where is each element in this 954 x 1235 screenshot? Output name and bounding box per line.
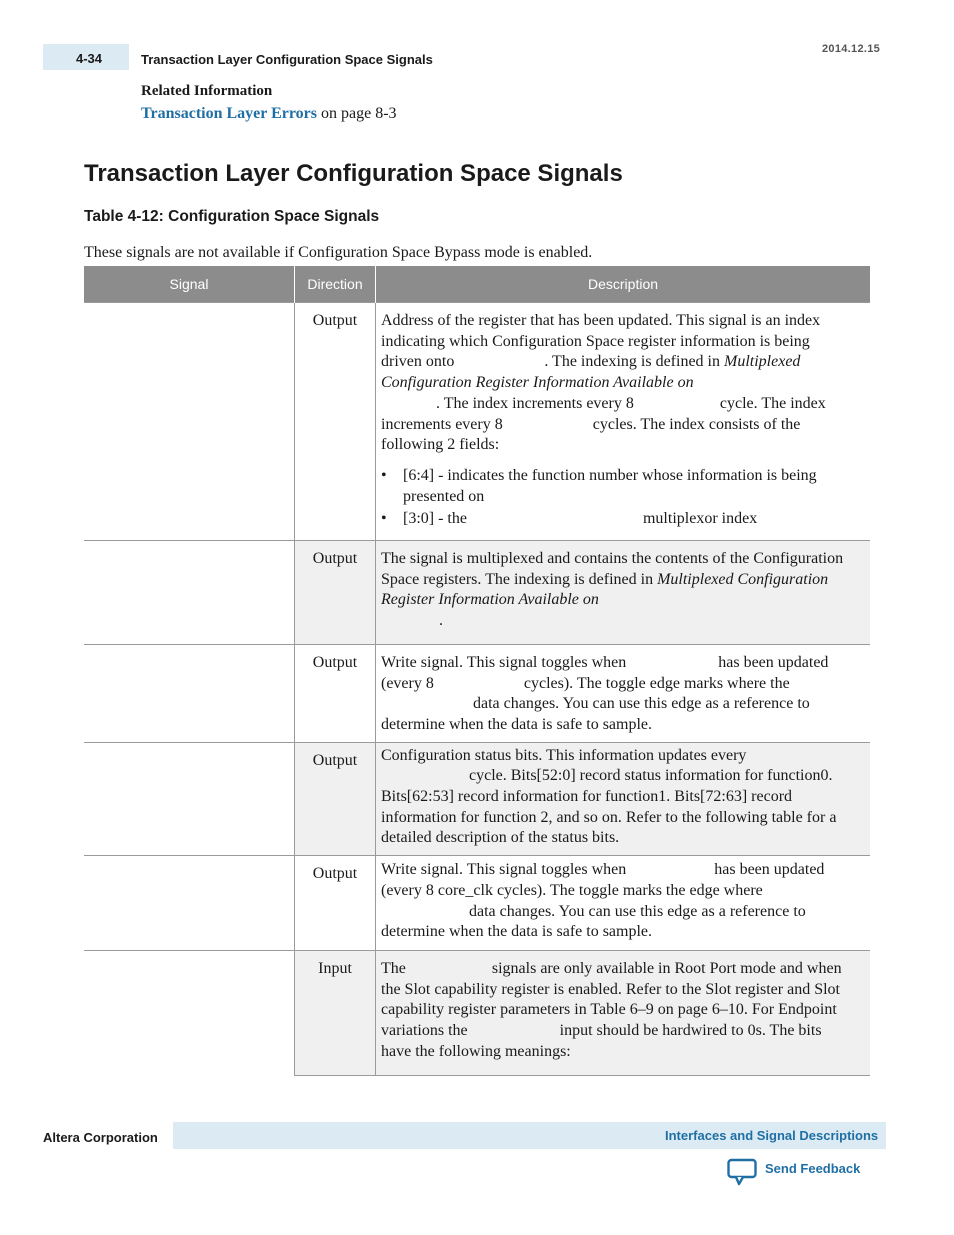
description-cell: The signal is multiplexed and contains the contents of the Configuration Space registers. The indexing is defined in Multiplexed Configuration Register Information Available on . xyxy=(376,541,871,645)
revision-date: 2014.12.15 xyxy=(822,43,881,55)
direction-cell: Output xyxy=(295,541,376,645)
signal-cell xyxy=(84,303,295,541)
signal-cell xyxy=(84,856,295,951)
direction-cell: Output xyxy=(295,856,376,951)
list-item: • [6:4] - indicates the function number whose information is being presented on xyxy=(381,466,817,505)
description-cell: Write signal. This signal toggles when has been updated (every 8 core_clk cycles). The toggle marks the edge wheredata changes. You can use this edge as a reference to determine when the data is safe to sample. xyxy=(376,856,871,951)
table-row xyxy=(84,541,870,645)
related-link-suffix: on page 8-3 xyxy=(316,105,397,122)
feedback-icon[interactable] xyxy=(727,1158,757,1191)
direction-cell: Output xyxy=(295,303,376,541)
direction-cell: Output xyxy=(295,742,376,856)
column-header-description: Description xyxy=(376,266,871,303)
table-row xyxy=(84,644,870,742)
list-item: • [3:0] - the multiplexor index xyxy=(381,510,758,528)
footer-chapter-link[interactable]: Interfaces and Signal Descriptions xyxy=(665,1128,879,1143)
send-feedback-link[interactable]: Send Feedback xyxy=(765,1161,861,1176)
description-cell: The signals are only available in Root Port mode and when the Slot capability register is enabled. Refer to the Slot register and Slot capability register parameters in Table 6–9 on page 6–10. For Endpoint variations the input should be hardwired to 0s. The bits have the following meanings: xyxy=(376,950,871,1075)
description-cell: Address of the register that has been updated. This signal is an index indicating which Configuration Space register information is being driven onto . The indexing is defined in Multiplexed Configuration Register Information Available on . The index increments every 8 cycle. The index increments every 8 cycles. The index consists of the following 2 fields: • [6:4] - indicates the function number whose information is being presented on • [3:0] - the multiplexor index xyxy=(376,303,871,541)
table-intro: These signals are not available if Configuration Space Bypass mode is enabled. xyxy=(84,244,593,261)
column-header-direction: Direction xyxy=(295,266,376,303)
table-row xyxy=(84,303,870,541)
signal-cell xyxy=(84,644,295,742)
table-row xyxy=(84,856,870,951)
signal-cell xyxy=(84,742,295,856)
column-header-signal: Signal xyxy=(84,266,295,303)
section-title: Transaction Layer Configuration Space Signals xyxy=(84,160,623,187)
footer-company: Altera Corporation xyxy=(43,1130,158,1145)
field-list xyxy=(381,466,850,530)
page-number: 4-34 xyxy=(76,51,103,66)
transaction-layer-errors-link[interactable]: Transaction Layer Errors xyxy=(141,105,317,122)
table-row xyxy=(84,742,870,856)
related-information-heading: Related Information xyxy=(141,83,273,99)
signal-cell xyxy=(84,950,295,1075)
running-title: Transaction Layer Configuration Space Signals xyxy=(141,52,433,67)
configuration-space-signals-table xyxy=(84,266,870,1076)
table-header-row xyxy=(84,266,870,303)
direction-cell: Output xyxy=(295,644,376,742)
related-link-line xyxy=(141,105,397,123)
table-caption: Table 4-12: Configuration Space Signals xyxy=(84,208,380,225)
table-row xyxy=(84,950,870,1075)
description-cell: Configuration status bits. This information updates every cycle. Bits[52:0] record status information for function0. Bits[62:53] record information for function1. Bits[72:63] record information for function 2, and so on. Refer to the following table for a detailed description of the status bits. xyxy=(376,742,871,856)
direction-cell: Input xyxy=(295,950,376,1075)
description-cell: Write signal. This signal toggles when has been updated (every 8 cycles). The toggle edge marks where thedata changes. You can use this edge as a reference to determine when the data is safe to sample. xyxy=(376,644,871,742)
signal-cell xyxy=(84,541,295,645)
